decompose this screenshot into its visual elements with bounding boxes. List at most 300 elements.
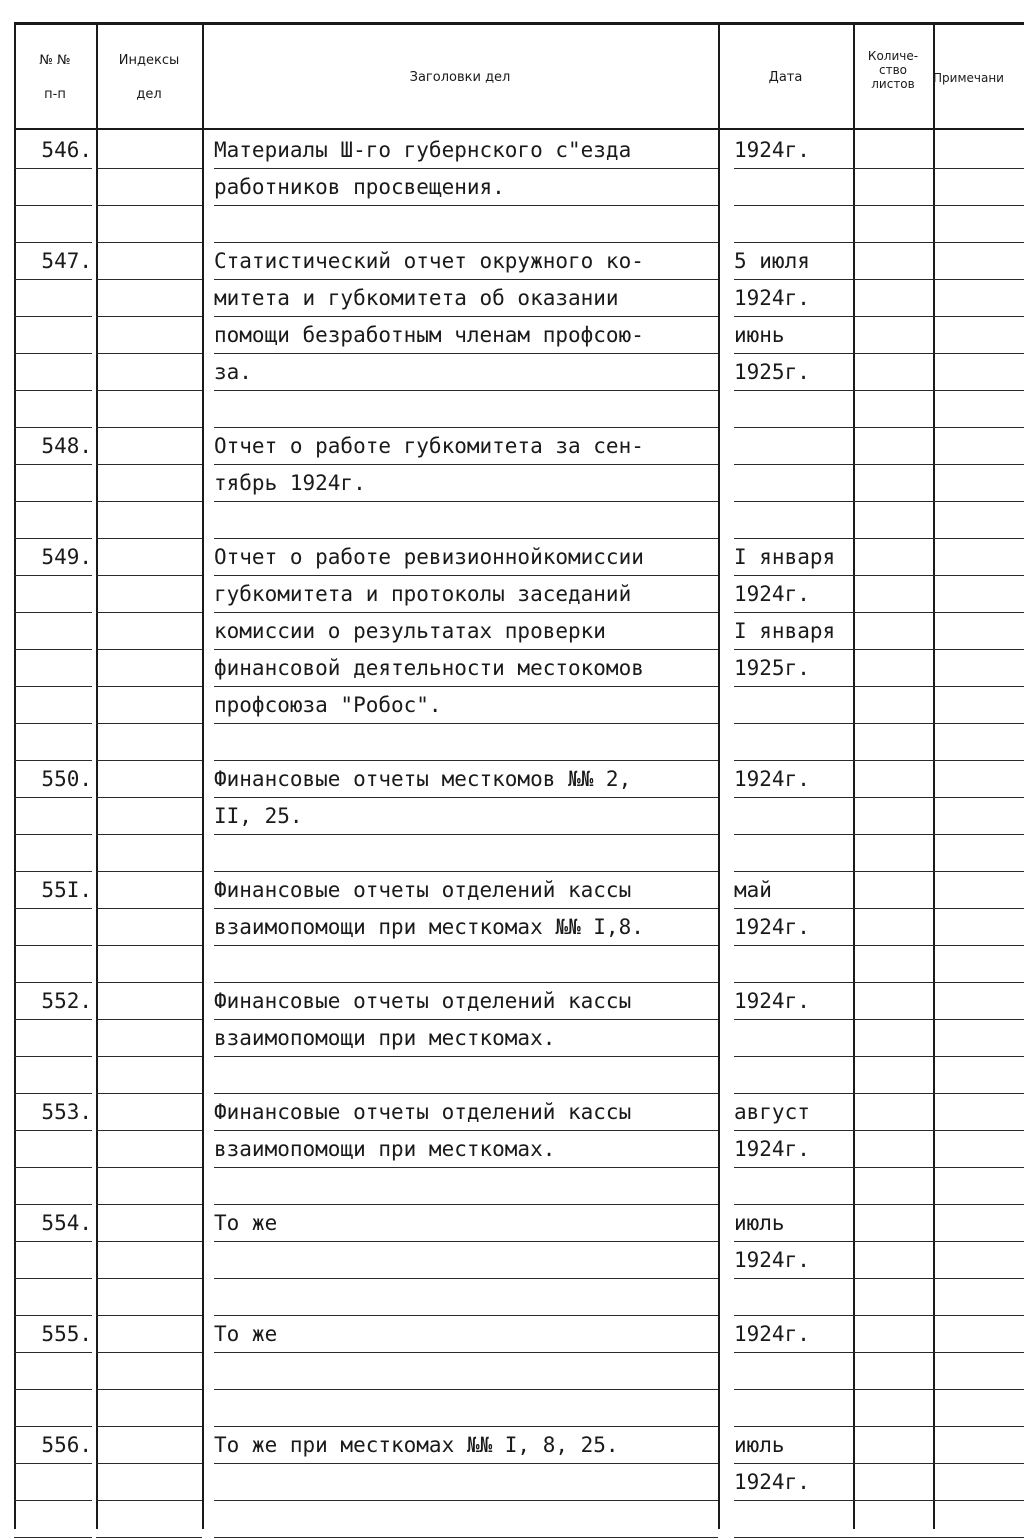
ruled-line xyxy=(853,354,933,391)
ruled-line xyxy=(933,1464,1024,1501)
record-note-cell xyxy=(933,761,1024,872)
ruled-line xyxy=(853,1390,933,1427)
ruled-line xyxy=(14,946,92,983)
record-date-line: июль xyxy=(734,1427,853,1464)
ruled-line xyxy=(14,1390,92,1427)
record-date-line: 1924г. xyxy=(734,983,853,1020)
ruled-line xyxy=(14,1279,92,1316)
record-number-cell xyxy=(14,539,96,761)
ruled-line xyxy=(96,132,202,169)
record-date-line: май xyxy=(734,872,853,909)
record-note-cell xyxy=(933,132,1024,243)
ruled-line xyxy=(734,391,853,428)
header-number xyxy=(14,30,96,126)
record-note-cell xyxy=(933,983,1024,1094)
record-count-cell xyxy=(853,539,933,761)
record-title-line: Финансовые отчеты отделений кассы xyxy=(214,872,718,909)
ruled-line xyxy=(853,1020,933,1057)
ruled-line xyxy=(933,946,1024,983)
ruled-line xyxy=(933,1316,1024,1353)
ruled-line xyxy=(933,1279,1024,1316)
ruled-line xyxy=(853,1168,933,1205)
record-number: 553. xyxy=(14,1094,92,1131)
record-title-line: взаимопомощи при месткомах. xyxy=(214,1020,718,1057)
ruled-line xyxy=(96,613,202,650)
header-index-line: дел xyxy=(136,87,162,102)
ruled-line xyxy=(853,132,933,169)
table-top-rule xyxy=(14,22,1024,25)
record-title-cell xyxy=(202,428,718,539)
ruled-line xyxy=(96,317,202,354)
ruled-line xyxy=(734,1020,853,1057)
ruled-line xyxy=(853,1205,933,1242)
ruled-line xyxy=(14,1501,92,1538)
ruled-line xyxy=(214,1057,718,1094)
ruled-line xyxy=(14,1168,92,1205)
ruled-line xyxy=(96,946,202,983)
record-number-cell xyxy=(14,1205,96,1316)
record-index-cell xyxy=(96,761,202,872)
record-count-cell xyxy=(853,428,933,539)
ruled-line xyxy=(933,1131,1024,1168)
record-note-cell xyxy=(933,872,1024,983)
ruled-line xyxy=(734,428,853,465)
ruled-line xyxy=(96,1020,202,1057)
header-note xyxy=(933,30,1024,126)
record-index-cell xyxy=(96,1316,202,1427)
ruled-line xyxy=(933,1242,1024,1279)
ruled-line xyxy=(853,1131,933,1168)
ruled-line xyxy=(14,576,92,613)
ruled-line xyxy=(933,1353,1024,1390)
ruled-line xyxy=(96,243,202,280)
ruled-line xyxy=(214,206,718,243)
ruled-line xyxy=(96,502,202,539)
ruled-line xyxy=(214,1242,718,1279)
record-number: 554. xyxy=(14,1205,92,1242)
record-row xyxy=(14,1316,1024,1427)
record-number-cell xyxy=(14,872,96,983)
ruled-line xyxy=(96,1390,202,1427)
record-title-line: губкомитета и протоколы заседаний xyxy=(214,576,718,613)
ruled-line xyxy=(214,1168,718,1205)
ruled-line xyxy=(734,835,853,872)
record-date-line: 1925г. xyxy=(734,650,853,687)
record-number: 548. xyxy=(14,428,92,465)
ruled-line xyxy=(14,1057,92,1094)
record-date-line: июль xyxy=(734,1205,853,1242)
ruled-line xyxy=(214,1501,718,1538)
ruled-line xyxy=(734,465,853,502)
ruled-line xyxy=(734,724,853,761)
ruled-line xyxy=(96,909,202,946)
record-count-cell xyxy=(853,983,933,1094)
ruled-line xyxy=(96,1094,202,1131)
ruled-line xyxy=(933,391,1024,428)
ruled-line xyxy=(734,1057,853,1094)
ruled-line xyxy=(96,206,202,243)
ruled-line xyxy=(853,1464,933,1501)
ruled-line xyxy=(933,1205,1024,1242)
ruled-line xyxy=(14,1353,92,1390)
ruled-line xyxy=(853,687,933,724)
record-number: 549. xyxy=(14,539,92,576)
ruled-line xyxy=(853,613,933,650)
record-note-cell xyxy=(933,1205,1024,1316)
ruled-line xyxy=(853,1094,933,1131)
record-title-line: Статистический отчет окружного ко- xyxy=(214,243,718,280)
ruled-line xyxy=(933,1020,1024,1057)
ruled-line xyxy=(214,946,718,983)
ruled-line xyxy=(14,206,92,243)
ruled-line xyxy=(853,576,933,613)
record-date-line: август xyxy=(734,1094,853,1131)
ruled-line xyxy=(96,1279,202,1316)
record-title-line: II, 25. xyxy=(214,798,718,835)
record-title-cell xyxy=(202,1316,718,1427)
ruled-line xyxy=(853,465,933,502)
ruled-line xyxy=(933,1094,1024,1131)
record-note-cell xyxy=(933,1316,1024,1427)
record-number-cell xyxy=(14,1316,96,1427)
record-row xyxy=(14,1094,1024,1205)
record-title-cell xyxy=(202,761,718,872)
header-index-line: Индексы xyxy=(118,53,180,68)
record-number: 546. xyxy=(14,132,92,169)
ruled-line xyxy=(734,798,853,835)
record-date-cell xyxy=(718,872,853,983)
record-note-cell xyxy=(933,539,1024,761)
ruled-line xyxy=(96,761,202,798)
ruled-line xyxy=(14,1131,92,1168)
record-number-cell xyxy=(14,132,96,243)
ruled-line xyxy=(214,835,718,872)
record-date-line: 1924г. xyxy=(734,280,853,317)
ruled-line xyxy=(853,909,933,946)
ruled-line xyxy=(734,1279,853,1316)
ruled-line xyxy=(96,1057,202,1094)
record-row xyxy=(14,539,1024,761)
record-date-line: 5 июля xyxy=(734,243,853,280)
ruled-line xyxy=(14,798,92,835)
record-number: 550. xyxy=(14,761,92,798)
ruled-line xyxy=(14,502,92,539)
record-note-cell xyxy=(933,1427,1024,1538)
ruled-line xyxy=(933,613,1024,650)
record-number: 556. xyxy=(14,1427,92,1464)
ruled-line xyxy=(734,206,853,243)
ruled-line xyxy=(14,1020,92,1057)
record-count-cell xyxy=(853,132,933,243)
ruled-line xyxy=(214,1390,718,1427)
ruled-line xyxy=(933,243,1024,280)
record-number-cell xyxy=(14,761,96,872)
header-bottom-rule xyxy=(14,128,1024,130)
ruled-line xyxy=(14,317,92,354)
ruled-line xyxy=(933,132,1024,169)
record-title-line: тябрь 1924г. xyxy=(214,465,718,502)
record-title-line: То же при месткомах №№ I, 8, 25. xyxy=(214,1427,718,1464)
record-title-cell xyxy=(202,1094,718,1205)
record-title-cell xyxy=(202,243,718,428)
ruled-line xyxy=(853,798,933,835)
ruled-line xyxy=(933,650,1024,687)
record-title-line: Отчет о работе губкомитета за сен- xyxy=(214,428,718,465)
record-count-cell xyxy=(853,872,933,983)
record-date-cell xyxy=(718,761,853,872)
ruled-line xyxy=(96,798,202,835)
ruled-line xyxy=(853,872,933,909)
ruled-line xyxy=(96,1316,202,1353)
record-title-line: То же xyxy=(214,1316,718,1353)
ruled-line xyxy=(96,1427,202,1464)
record-note-cell xyxy=(933,428,1024,539)
ruled-line xyxy=(96,1242,202,1279)
ruled-line xyxy=(853,724,933,761)
ruled-line xyxy=(933,354,1024,391)
ruled-line xyxy=(853,428,933,465)
ruled-line xyxy=(96,391,202,428)
record-count-cell xyxy=(853,1205,933,1316)
record-title-line: комиссии о результатах проверки xyxy=(214,613,718,650)
ruled-line xyxy=(853,502,933,539)
ruled-line xyxy=(96,835,202,872)
ruled-line xyxy=(853,391,933,428)
record-title-line: профсоюза "Робос". xyxy=(214,687,718,724)
record-row xyxy=(14,132,1024,243)
record-count-cell xyxy=(853,1094,933,1205)
ruled-line xyxy=(853,983,933,1020)
ruled-line xyxy=(933,1390,1024,1427)
record-title-line: финансовой деятельности местокомов xyxy=(214,650,718,687)
ruled-line xyxy=(96,1205,202,1242)
header-number-line: п-п xyxy=(44,87,66,102)
ruled-line xyxy=(14,650,92,687)
record-number: 55I. xyxy=(14,872,92,909)
ruled-line xyxy=(933,1057,1024,1094)
record-date-line: 1924г. xyxy=(734,132,853,169)
record-index-cell xyxy=(96,872,202,983)
record-date-line: июнь xyxy=(734,317,853,354)
record-title-cell xyxy=(202,539,718,761)
record-date-line: 1924г. xyxy=(734,576,853,613)
record-number-cell xyxy=(14,1094,96,1205)
ruled-line xyxy=(853,1501,933,1538)
record-title-cell xyxy=(202,1205,718,1316)
record-title-line: работников просвещения. xyxy=(214,169,718,206)
record-title-line: помощи безработным членам профсою- xyxy=(214,317,718,354)
ruled-line xyxy=(14,724,92,761)
record-index-cell xyxy=(96,243,202,428)
record-date-line: I января xyxy=(734,539,853,576)
header-note-text: Примечани xyxy=(933,71,1004,85)
ruled-line xyxy=(933,724,1024,761)
ruled-line xyxy=(96,1501,202,1538)
record-number: 555. xyxy=(14,1316,92,1353)
ruled-line xyxy=(933,687,1024,724)
record-title-cell xyxy=(202,872,718,983)
ruled-line xyxy=(933,539,1024,576)
ruled-line xyxy=(734,1390,853,1427)
record-date-cell xyxy=(718,539,853,761)
record-date-cell xyxy=(718,983,853,1094)
ruled-line xyxy=(96,354,202,391)
ruled-line xyxy=(96,650,202,687)
ruled-line xyxy=(96,687,202,724)
header-date xyxy=(718,30,853,126)
record-date-cell xyxy=(718,1316,853,1427)
ruled-line xyxy=(933,1168,1024,1205)
ruled-line xyxy=(96,169,202,206)
record-title-line: То же xyxy=(214,1205,718,1242)
record-title-line: Финансовые отчеты месткомов №№ 2, xyxy=(214,761,718,798)
record-date-cell xyxy=(718,1094,853,1205)
ruled-line xyxy=(853,1279,933,1316)
ruled-line xyxy=(933,280,1024,317)
record-row xyxy=(14,1427,1024,1538)
ruled-line xyxy=(853,539,933,576)
record-index-cell xyxy=(96,983,202,1094)
record-count-cell xyxy=(853,1316,933,1427)
record-date-line: 1924г. xyxy=(734,1464,853,1501)
ruled-line xyxy=(214,502,718,539)
record-date-line: 1924г. xyxy=(734,1242,853,1279)
record-row xyxy=(14,761,1024,872)
ruled-line xyxy=(933,428,1024,465)
record-title-line: взаимопомощи при месткомах №№ I,8. xyxy=(214,909,718,946)
ruled-line xyxy=(214,1279,718,1316)
ruled-line xyxy=(853,317,933,354)
ruled-line xyxy=(14,391,92,428)
ruled-line xyxy=(14,465,92,502)
ruled-line xyxy=(14,909,92,946)
ruled-line xyxy=(214,1464,718,1501)
ruled-line xyxy=(14,280,92,317)
header-count-line: ство xyxy=(878,63,907,77)
header-title xyxy=(202,30,718,126)
ruled-line xyxy=(933,317,1024,354)
ruled-line xyxy=(853,835,933,872)
ruled-line xyxy=(214,724,718,761)
record-note-cell xyxy=(933,243,1024,428)
record-date-cell xyxy=(718,132,853,243)
ruled-line xyxy=(14,169,92,206)
ruled-line xyxy=(214,1353,718,1390)
ruled-line xyxy=(933,206,1024,243)
ruled-line xyxy=(14,613,92,650)
header-count-line: Количе- xyxy=(867,49,919,63)
ruled-line xyxy=(734,502,853,539)
ruled-line xyxy=(853,946,933,983)
ruled-line xyxy=(96,576,202,613)
record-count-cell xyxy=(853,243,933,428)
record-date-line: 1925г. xyxy=(734,354,853,391)
ruled-line xyxy=(933,1501,1024,1538)
ruled-line xyxy=(853,761,933,798)
header-index xyxy=(96,30,202,126)
record-number: 552. xyxy=(14,983,92,1020)
ruled-line xyxy=(853,1316,933,1353)
record-index-cell xyxy=(96,1094,202,1205)
record-date-cell xyxy=(718,428,853,539)
record-row xyxy=(14,243,1024,428)
ruled-line xyxy=(853,280,933,317)
ruled-line xyxy=(853,1242,933,1279)
ruled-line xyxy=(853,1057,933,1094)
record-title-line: за. xyxy=(214,354,718,391)
record-index-cell xyxy=(96,1427,202,1538)
record-date-cell xyxy=(718,1427,853,1538)
ruled-line xyxy=(853,1353,933,1390)
records-list xyxy=(14,132,1024,1538)
record-number-cell xyxy=(14,243,96,428)
record-row xyxy=(14,983,1024,1094)
ruled-line xyxy=(734,1168,853,1205)
ruled-line xyxy=(853,243,933,280)
ruled-line xyxy=(96,1168,202,1205)
record-number: 547. xyxy=(14,243,92,280)
record-number-cell xyxy=(14,1427,96,1538)
ruled-line xyxy=(734,946,853,983)
header-number-line: № № xyxy=(39,53,71,68)
ruled-line xyxy=(853,206,933,243)
record-title-cell xyxy=(202,132,718,243)
record-title-line: Финансовые отчеты отделений кассы xyxy=(214,983,718,1020)
ruled-line xyxy=(14,354,92,391)
record-row xyxy=(14,428,1024,539)
record-title-line: Материалы Ш-го губернского с"езда xyxy=(214,132,718,169)
ruled-line xyxy=(933,1427,1024,1464)
record-index-cell xyxy=(96,539,202,761)
ruled-line xyxy=(96,724,202,761)
ruled-line xyxy=(734,169,853,206)
ruled-line xyxy=(14,687,92,724)
ruled-line xyxy=(96,465,202,502)
ruled-line xyxy=(14,1464,92,1501)
ruled-line xyxy=(96,1353,202,1390)
ruled-line xyxy=(933,169,1024,206)
ruled-line xyxy=(14,1242,92,1279)
record-row xyxy=(14,1205,1024,1316)
record-date-line: I января xyxy=(734,613,853,650)
ruled-line xyxy=(933,909,1024,946)
ruled-line xyxy=(96,983,202,1020)
ruled-line xyxy=(734,1501,853,1538)
record-date-line: 1924г. xyxy=(734,1131,853,1168)
record-title-line: взаимопомощи при месткомах. xyxy=(214,1131,718,1168)
ruled-line xyxy=(96,539,202,576)
record-date-line: 1924г. xyxy=(734,761,853,798)
record-row xyxy=(14,872,1024,983)
record-count-cell xyxy=(853,761,933,872)
ruled-line xyxy=(933,465,1024,502)
record-number-cell xyxy=(14,983,96,1094)
record-title-line: Отчет о работе ревизионнойкомиссии xyxy=(214,539,718,576)
ruled-line xyxy=(96,280,202,317)
ruled-line xyxy=(96,872,202,909)
ruled-line xyxy=(96,1131,202,1168)
record-index-cell xyxy=(96,132,202,243)
ruled-line xyxy=(96,1464,202,1501)
ruled-line xyxy=(734,1353,853,1390)
header-count-line: листов xyxy=(871,77,915,91)
ruled-line xyxy=(853,1427,933,1464)
ruled-line xyxy=(933,835,1024,872)
record-date-cell xyxy=(718,243,853,428)
ruled-line xyxy=(933,761,1024,798)
record-date-line: 1924г. xyxy=(734,909,853,946)
record-date-line: 1924г. xyxy=(734,1316,853,1353)
